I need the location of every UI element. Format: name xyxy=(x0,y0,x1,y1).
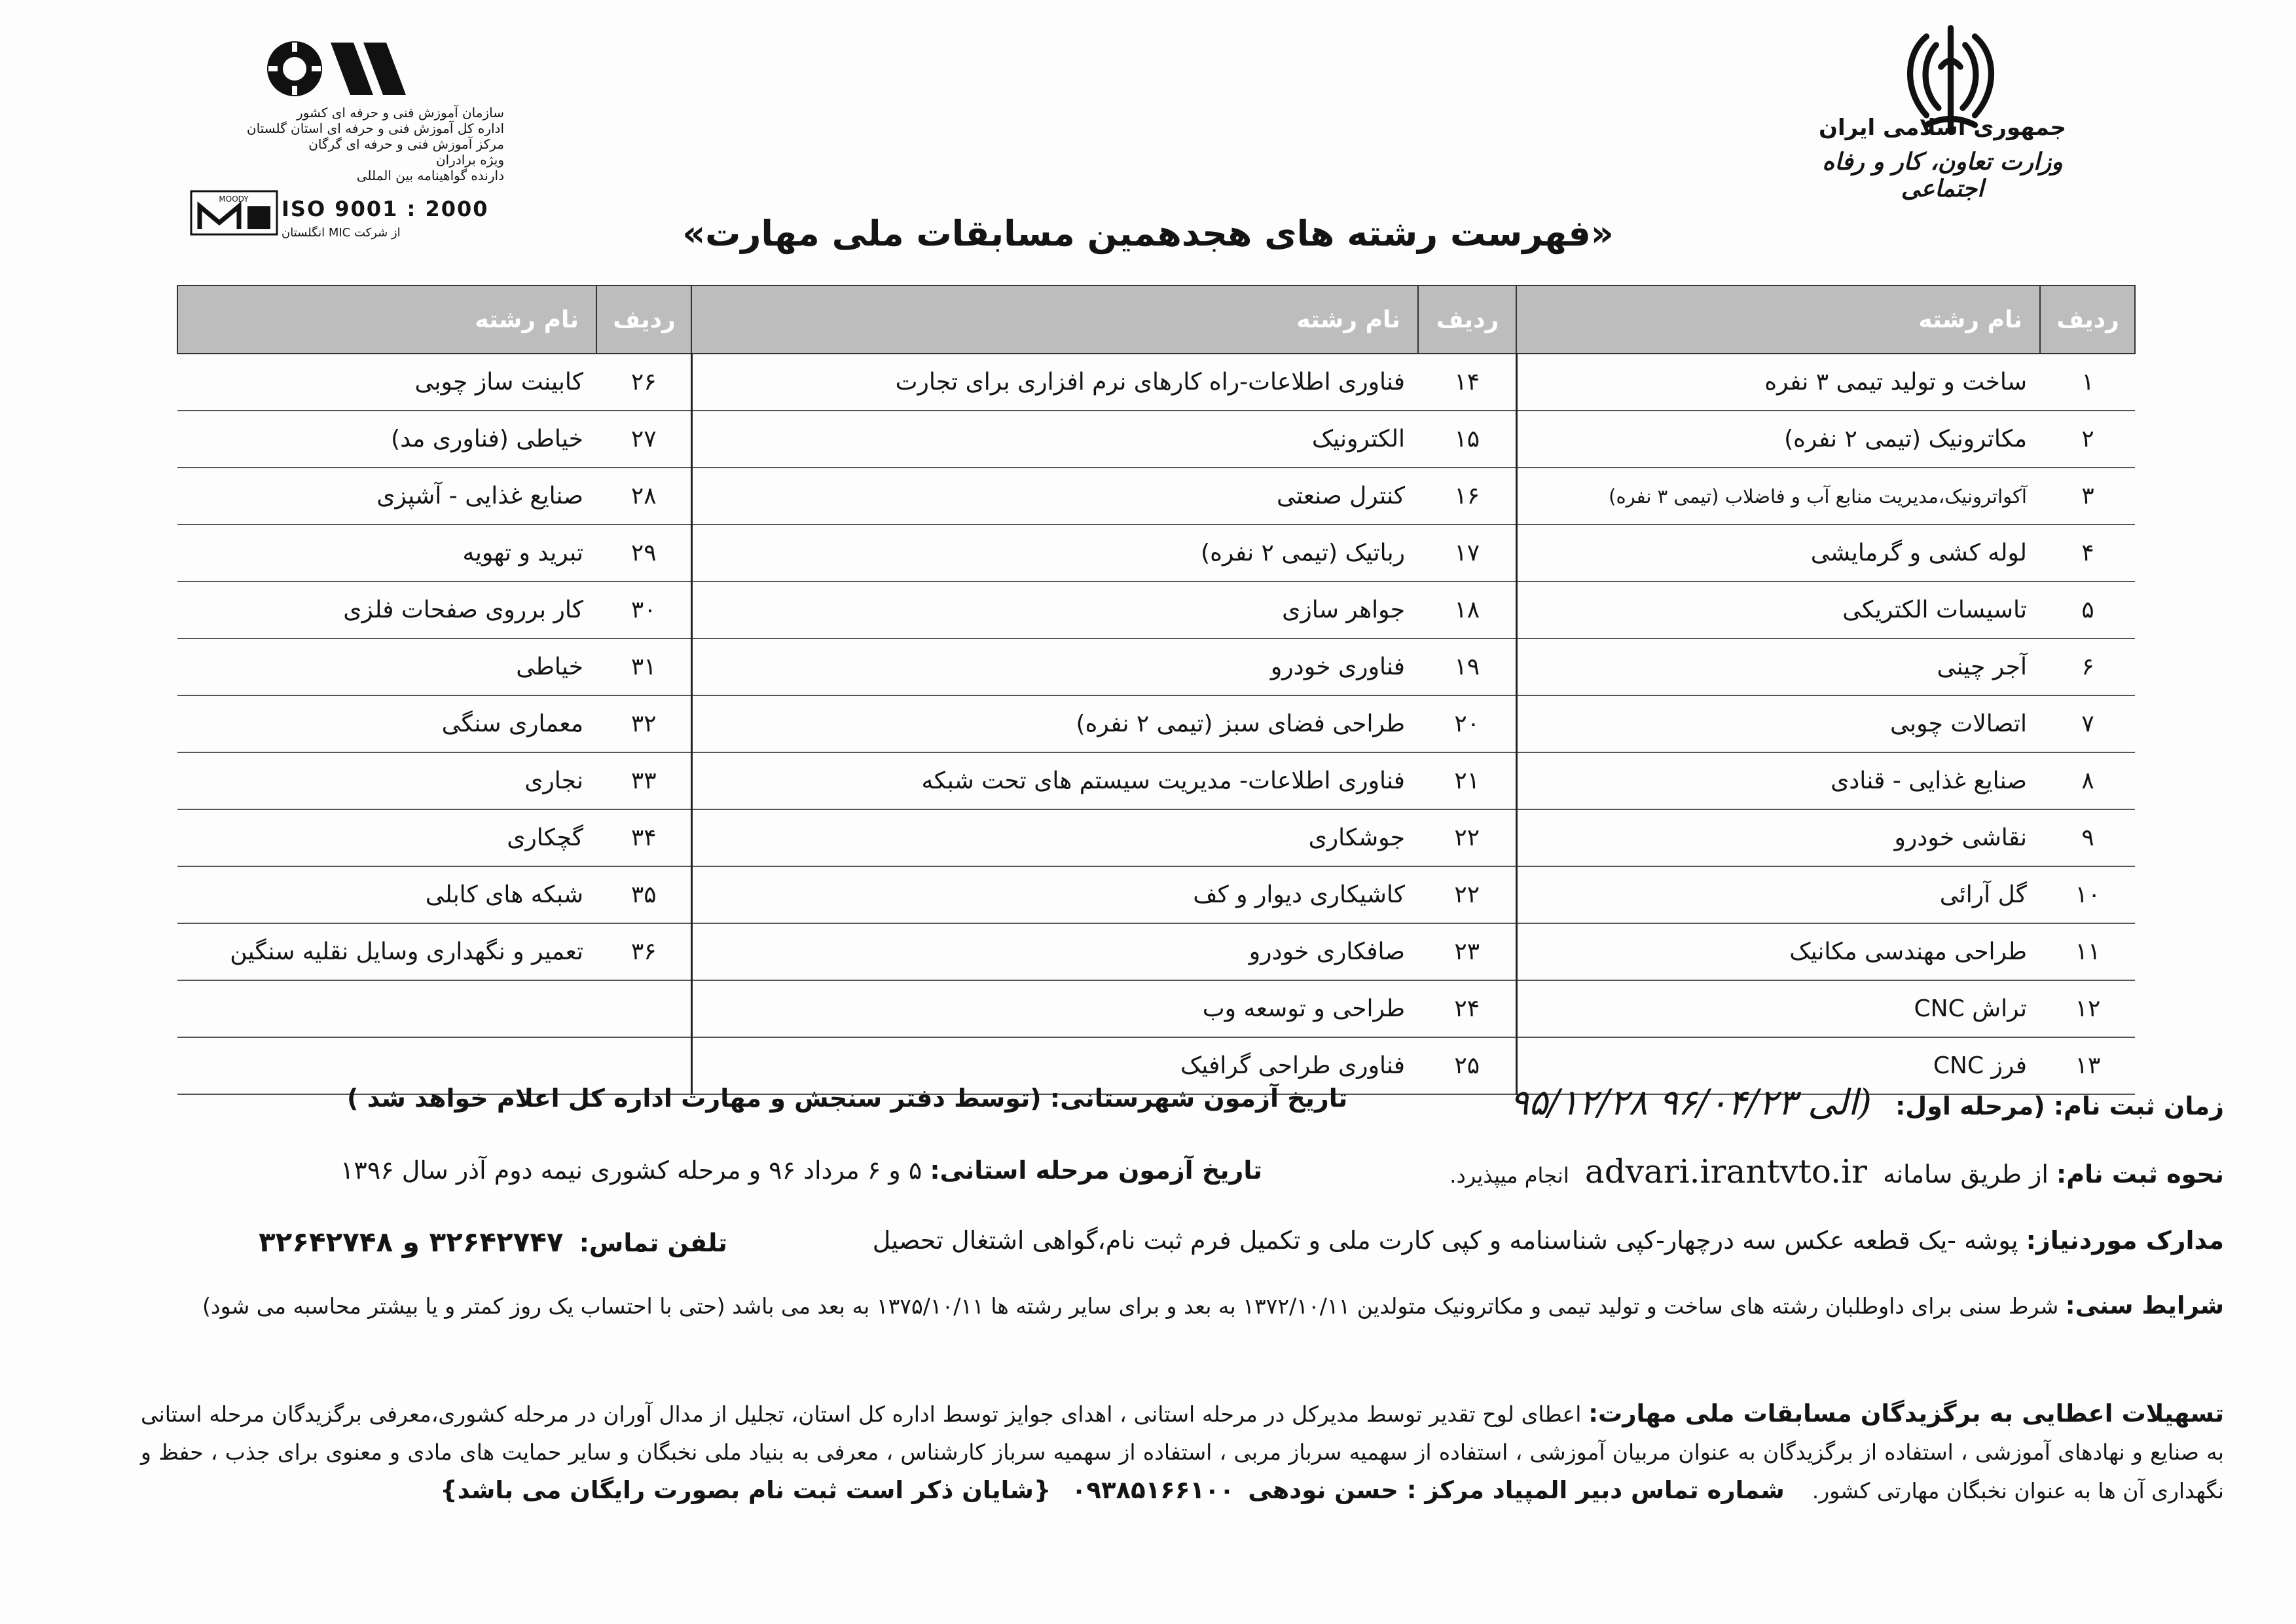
row-number: ۳۴ xyxy=(596,809,691,866)
city-exam-text: تاریخ آزمون شهرستانی: (توسط دفتر سنجش و مهارت اداره کل اعلام خواهد شد ) xyxy=(347,1084,1348,1113)
phone-label: تلفن تماس: xyxy=(579,1228,727,1257)
table-row xyxy=(177,866,2135,923)
skill-name: فناوری خودرو xyxy=(691,638,1418,695)
row-number: ۲۳ xyxy=(1418,923,1516,980)
skill-name: ساخت و تولید تیمی ۳ نفره xyxy=(1516,354,2040,411)
skill-name: تراش CNC xyxy=(1516,980,2040,1037)
iso-issuer: از شرکت MIC انگلستان xyxy=(282,226,401,240)
skill-name: فرز CNC xyxy=(1516,1037,2040,1094)
skill-name: مکاترونیک (تیمی ۲ نفره) xyxy=(1516,411,2040,468)
skill-name: صنایع غذایی - قنادی xyxy=(1516,752,2040,809)
contact-mobile: ۰۹۳۸۵۱۶۶۱۰۰ xyxy=(1071,1476,1235,1504)
row-number: ۲ xyxy=(2040,411,2135,468)
free-registration-note: {شایان ذکر است ثبت نام بصورت رایگان می باشد} xyxy=(440,1476,1051,1504)
skill-name: گچکاری xyxy=(177,809,596,866)
row-number: ۴ xyxy=(2040,525,2135,581)
table-row xyxy=(177,980,2135,1037)
row-number: ۲۹ xyxy=(596,525,691,581)
org-line: دارنده گواهینامه بین المللی xyxy=(356,168,504,183)
row-number: ۲۴ xyxy=(1418,980,1516,1037)
skill-name: اتصالات چوبی xyxy=(1516,695,2040,752)
row-number: ۵ xyxy=(2040,581,2135,638)
row-number: ۱۶ xyxy=(1418,468,1516,525)
skill-name: تعمیر و نگهداری وسایل نقلیه سنگین xyxy=(177,923,596,980)
skill-name: خیاطی xyxy=(177,638,596,695)
registration-method-text: از طریق سامانه xyxy=(1883,1160,2049,1189)
organization-block xyxy=(190,105,504,183)
iso-certification: ISO 9001 : 2000 xyxy=(282,196,489,221)
documents-label: مدارک موردنیاز: xyxy=(2026,1226,2224,1255)
row-number: ۲۲ xyxy=(1418,866,1516,923)
row-number: ۲۵ xyxy=(1418,1037,1516,1094)
skill-name: نقاشی خودرو xyxy=(1516,809,2040,866)
phone-value: ۳۲۶۴۲۷۴۷ و ۳۲۶۴۲۷۴۸ xyxy=(259,1226,564,1258)
age-label: شرایط سنی: xyxy=(2065,1291,2224,1320)
row-number: ۱۴ xyxy=(1418,354,1516,411)
header-row-number: ردیف xyxy=(596,286,691,354)
row-number xyxy=(596,980,691,1037)
skill-name: کابینت ساز چوبی xyxy=(177,354,596,411)
winner-benefits xyxy=(141,1395,2224,1510)
row-number: ۱۸ xyxy=(1418,581,1516,638)
registration-time-value: ۹۵/۱۲/۲۸ الی ۹۶/۰۴/۲۳) xyxy=(1510,1082,1872,1123)
ministry-block xyxy=(1812,115,2073,202)
row-number: ۱۹ xyxy=(1418,638,1516,695)
row-number: ۱۳ xyxy=(2040,1037,2135,1094)
skill-name: فناوری اطلاعات-راه کارهای نرم افزاری برای تجارت xyxy=(691,354,1418,411)
skill-name: فناوری طراحی گرافیک xyxy=(691,1037,1418,1094)
row-number: ۱ xyxy=(2040,354,2135,411)
row-number: ۳۰ xyxy=(596,581,691,638)
skills-table xyxy=(177,285,2136,1095)
registration-site-link[interactable]: advari.irantvto.ir xyxy=(1584,1153,1867,1190)
row-number: ۳ xyxy=(2040,468,2135,525)
skill-name: آجر چینی xyxy=(1516,638,2040,695)
table-row xyxy=(177,752,2135,809)
required-documents xyxy=(873,1226,2224,1255)
row-number: ۳۲ xyxy=(596,695,691,752)
table-row xyxy=(177,695,2135,752)
skill-name: خیاطی (فناوری مد) xyxy=(177,411,596,468)
age-text: شرط سنی برای داوطلبان رشته های ساخت و تولید تیمی و مکاترونیک متولدین ۱۳۷۲/۱۰/۱۱ به بعد و برای سایر رشته ها ۱۳۷۵/۱۰/۱۱ به بعد می باشد (حتی با احتساب یک روز کمتر و یا بیشتر محاسبه می شود) xyxy=(202,1293,2059,1319)
city-exam-date xyxy=(347,1084,1347,1113)
table-header-row xyxy=(177,286,2135,354)
benefits-text: اعطای لوح تقدیر توسط مدیرکل در مرحله استانی ، اهدای جوایز توسط اداره کل استان، تجلیل از مدال آوران در مرحله کشوری،معرفی برگزیدگان مرحله استانی به صنایع و نهادهای آموزشی ، استفاده از برگزیدگان به عنوان مربیان آموزشی ، استفاده از سهمیه سرباز مربی ، استفاده از سهمیه سرباز کارشناس ، معرفی به بنیاد ملی نخبگان و سایر حمایت های مادی و معنوی برای جذب ، حفظ و نگهداری آن ها به عنوان نخبگان مهارتی کشور. xyxy=(141,1401,2224,1504)
skill-name: معماری سنگی xyxy=(177,695,596,752)
skill-name: فناوری اطلاعات- مدیریت سیستم های تحت شبکه xyxy=(691,752,1418,809)
org-line: ویژه برادران xyxy=(435,152,504,168)
province-exam-date xyxy=(340,1156,1262,1185)
org-line: مرکز آموزش فنی و حرفه ای گرگان xyxy=(308,136,504,152)
skill-name: آکواترونیک،مدیریت منابع آب و فاضلاب (تیمی ۳ نفره) xyxy=(1516,468,2040,525)
row-number: ۲۸ xyxy=(596,468,691,525)
age-conditions xyxy=(141,1287,2224,1325)
registration-time-label: زمان ثبت نام: (مرحله اول: xyxy=(1895,1092,2224,1120)
province-exam-text: ۵ و ۶ مرداد ۹۶ و مرحله کشوری نیمه دوم آذر سال ۱۳۹۶ xyxy=(340,1156,922,1185)
table-row xyxy=(177,411,2135,468)
row-number: ۸ xyxy=(2040,752,2135,809)
header-row-number: ردیف xyxy=(2040,286,2135,354)
registration-time xyxy=(1510,1082,2224,1123)
row-number: ۳۵ xyxy=(596,866,691,923)
header-skill-name: نام رشته xyxy=(691,286,1418,354)
skill-name: جوشکاری xyxy=(691,809,1418,866)
skill-name: صنایع غذایی - آشپزی xyxy=(177,468,596,525)
skill-name: جواهر سازی xyxy=(691,581,1418,638)
registration-method-tail: انجام میپذیرد. xyxy=(1449,1163,1569,1188)
registration-method-label: نحوه ثبت نام: xyxy=(2056,1160,2224,1189)
table-row xyxy=(177,468,2135,525)
skill-name: طراحی فضای سبز (تیمی ۲ نفره) xyxy=(691,695,1418,752)
row-number: ۲۷ xyxy=(596,411,691,468)
skill-name xyxy=(177,980,596,1037)
skill-name: تاسیسات الکتریکی xyxy=(1516,581,2040,638)
row-number: ۲۶ xyxy=(596,354,691,411)
row-number: ۱۰ xyxy=(2040,866,2135,923)
skill-name: شبکه های کابلی xyxy=(177,866,596,923)
table-row xyxy=(177,581,2135,638)
table-row xyxy=(177,638,2135,695)
table-row xyxy=(177,525,2135,581)
row-number: ۲۲ xyxy=(1418,809,1516,866)
documents-text: پوشه -یک قطعه عکس سه درچهار-کپی شناسنامه و کپی کارت ملی و تکمیل فرم ثبت نام،گواهی اشتغال تحصیل xyxy=(872,1226,2018,1255)
skill-name: کار برروی صفحات فلزی xyxy=(177,581,596,638)
row-number: ۲۰ xyxy=(1418,695,1516,752)
header-row-number: ردیف xyxy=(1418,286,1516,354)
table-row xyxy=(177,809,2135,866)
ministry-name: وزارت تعاون، کار و رفاه اجتماعی xyxy=(1822,149,2063,202)
skill-name: کنترل صنعتی xyxy=(691,468,1418,525)
skill-name: طراحی مهندسی مکانیک xyxy=(1516,923,2040,980)
country-name: جمهوری اسلامی ایران xyxy=(1818,115,2067,141)
org-line: اداره کل آموزش فنی و حرفه ای استان گلستان xyxy=(246,120,504,136)
tvto-logo-icon xyxy=(259,33,416,105)
skill-name: کاشیکاری دیوار و کف xyxy=(691,866,1418,923)
province-exam-label: تاریخ آزمون مرحله استانی: xyxy=(930,1156,1262,1185)
table-row xyxy=(177,354,2135,411)
skill-name: الکترونیک xyxy=(691,411,1418,468)
table-row xyxy=(177,923,2135,980)
skill-name: رباتیک (تیمی ۲ نفره) xyxy=(691,525,1418,581)
row-number: ۳۳ xyxy=(596,752,691,809)
skill-name: گل آرائی xyxy=(1516,866,2040,923)
header-skill-name: نام رشته xyxy=(177,286,596,354)
row-number: ۹ xyxy=(2040,809,2135,866)
benefits-label: تسهیلات اعطایی به برگزیدگان مسابقات ملی مهارت: xyxy=(1588,1399,2225,1428)
skill-name: نجاری xyxy=(177,752,596,809)
org-line: سازمان آموزش فنی و حرفه ای کشور xyxy=(297,105,504,120)
row-number: ۱۲ xyxy=(2040,980,2135,1037)
contact-label: شماره تماس دبیر المپیاد مرکز : حسن نودهی xyxy=(1248,1476,1785,1504)
skill-name: تبرید و تهویه xyxy=(177,525,596,581)
skill-name: طراحی و توسعه وب xyxy=(691,980,1418,1037)
row-number: ۶ xyxy=(2040,638,2135,695)
row-number: ۷ xyxy=(2040,695,2135,752)
row-number: ۲۱ xyxy=(1418,752,1516,809)
row-number: ۳۶ xyxy=(596,923,691,980)
row-number: ۱۷ xyxy=(1418,525,1516,581)
skill-name: صافکاری خودرو xyxy=(691,923,1418,980)
row-number: ۳۱ xyxy=(596,638,691,695)
document-title: «فهرست رشته های هجدهمین مسابقات ملی مهارت» xyxy=(682,213,1614,254)
skill-name: لوله کشی و گرمایشی xyxy=(1516,525,2040,581)
row-number: ۱۱ xyxy=(2040,923,2135,980)
moody-text: MOODY xyxy=(219,194,249,204)
contact-phone xyxy=(259,1226,727,1258)
header-skill-name: نام رشته xyxy=(1516,286,2040,354)
row-number: ۱۵ xyxy=(1418,411,1516,468)
registration-method xyxy=(1449,1153,2224,1190)
